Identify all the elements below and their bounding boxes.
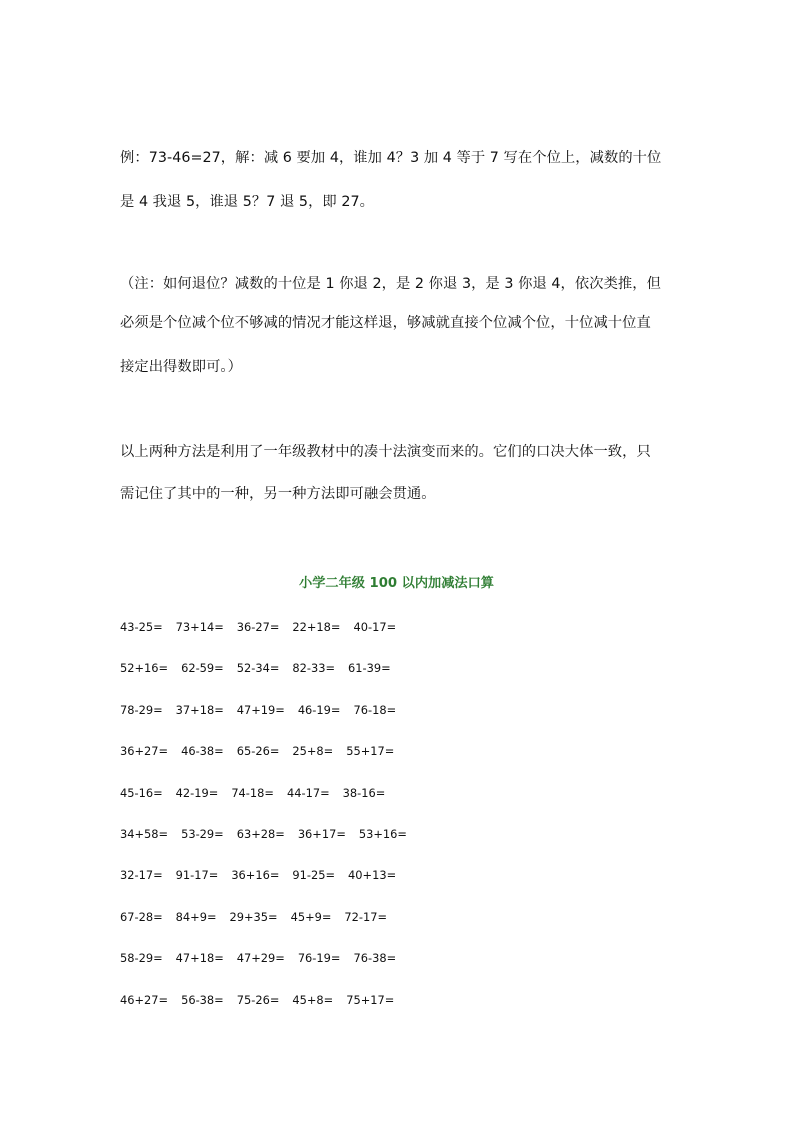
exercise-item: 82-33= — [292, 661, 336, 676]
exercise-item: 91-17= — [175, 868, 219, 883]
exercise-item: 44-17= — [286, 785, 330, 800]
exercise-item: 46-19= — [297, 702, 341, 717]
exercise-item: 43-25= — [120, 620, 163, 634]
exercise-item: 74-18= — [231, 785, 274, 800]
exercise-item: 78-29= — [120, 702, 163, 717]
exercise-item: 36+16= — [231, 868, 280, 883]
exercise-item: 63+28= — [236, 827, 285, 841]
summary-line-1: 以上两种方法是利用了一年级教材中的凑十法演变而来的。它们的口决大体一致，只 — [120, 444, 651, 460]
exercise-item: 52-34= — [236, 661, 280, 676]
exercise-row — [120, 658, 404, 678]
note-line-1: （注：如何退位？减数的十位是 1 你退 2，是 2 你退 3，是 3 你退 4，依次类推，但 — [120, 276, 661, 292]
exercise-item: 36-27= — [236, 620, 280, 634]
exercise-item: 46+27= — [120, 992, 169, 1007]
exercise-item: 47+29= — [236, 951, 285, 966]
exercise-item: 62-59= — [181, 661, 224, 676]
exercise-item: 29+35= — [229, 909, 278, 924]
exercise-item: 91-25= — [292, 868, 336, 883]
exercise-item: 53-29= — [181, 827, 224, 841]
exercise-row — [120, 700, 409, 720]
exercise-item: 65-26= — [236, 744, 280, 759]
exercise-item: 38-16= — [342, 785, 386, 800]
exercise-item: 75-26= — [236, 992, 280, 1007]
exercise-item: 67-28= — [120, 909, 163, 924]
exercise-row — [120, 907, 400, 927]
exercise-item: 34+58= — [120, 827, 169, 841]
exercise-item: 40-17= — [353, 620, 397, 634]
note-line-2: 必须是个位减个位不够减的情况才能这样退，够减就直接个位减个位，十位减十位直 — [120, 315, 651, 331]
exercise-item: 75+17= — [346, 992, 395, 1007]
summary-line-2: 需记住了其中的一种，另一种方法即可融会贯通。 — [120, 486, 436, 502]
exercise-item: 32-17= — [120, 868, 163, 883]
exercise-row — [120, 824, 420, 844]
exercise-item: 22+18= — [292, 620, 341, 634]
exercise-item: 45-16= — [120, 785, 163, 800]
exercise-item: 45+9= — [290, 909, 332, 924]
exercise-row — [120, 865, 409, 885]
exercise-item: 73+14= — [175, 620, 224, 634]
exercise-item: 47+19= — [236, 702, 285, 717]
exercise-item: 36+27= — [120, 744, 169, 759]
example-line-2: 是 4 我退 5，谁退 5？7 退 5，即 27。 — [120, 194, 374, 210]
exercise-item: 76-19= — [297, 951, 341, 966]
exercise-row — [120, 617, 409, 637]
exercise-row — [120, 948, 409, 968]
exercise-row — [120, 741, 407, 761]
exercise-item: 40+13= — [348, 868, 397, 883]
exercise-item: 53+16= — [358, 827, 407, 841]
exercise-item: 76-38= — [353, 951, 397, 966]
exercise-item: 37+18= — [175, 702, 224, 717]
exercise-item: 52+16= — [120, 661, 169, 676]
exercise-item: 36+17= — [297, 827, 346, 841]
exercise-item: 46-38= — [181, 744, 224, 759]
example-line-1: 例：73-46=27，解：减 6 要加 4，谁加 4？3 加 4 等于 7 写在个位上，减数的十位 — [120, 150, 662, 166]
exercise-item: 58-29= — [120, 951, 163, 966]
exercise-item: 25+8= — [292, 744, 334, 759]
exercise-title: 小学二年级 100 以内加减法口算 — [299, 576, 494, 591]
exercise-item: 61-39= — [348, 661, 391, 676]
exercise-item: 42-19= — [175, 785, 219, 800]
exercise-row — [120, 990, 407, 1010]
exercise-item: 47+18= — [175, 951, 224, 966]
exercise-item: 45+8= — [292, 992, 334, 1007]
exercise-item: 55+17= — [346, 744, 395, 759]
exercise-row — [120, 783, 398, 803]
exercise-item: 72-17= — [344, 909, 388, 924]
note-line-3: 接定出得数即可。） — [120, 359, 242, 375]
exercise-item: 84+9= — [175, 909, 217, 924]
exercise-item: 56-38= — [181, 992, 224, 1007]
exercise-item: 76-18= — [353, 702, 397, 717]
